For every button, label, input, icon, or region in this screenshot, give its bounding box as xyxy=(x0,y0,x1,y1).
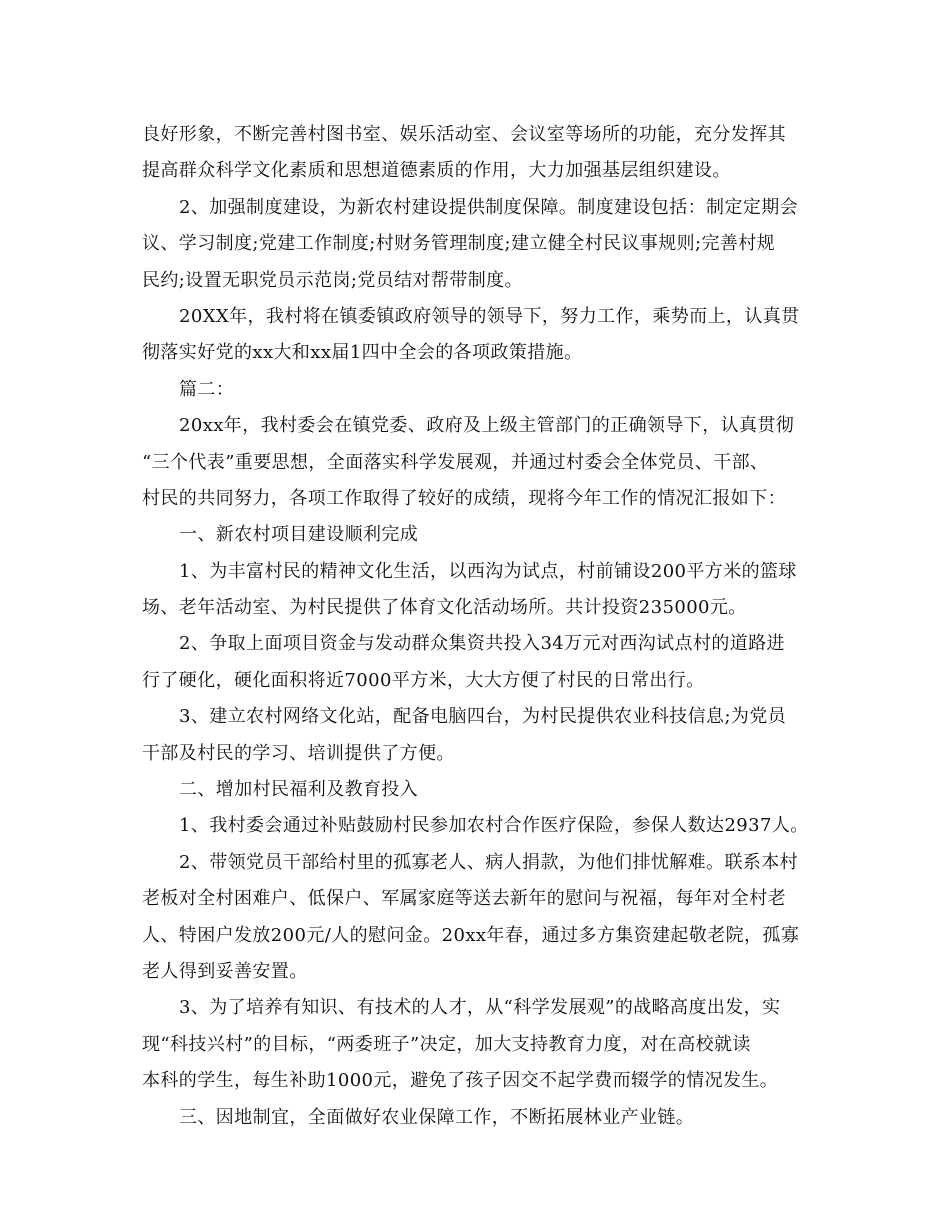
text-line: 场、老年活动室、为村民提供了体育文化活动场所。共计投资235000元。 xyxy=(142,597,747,619)
text-line: 二、增加村民福利及教育投入 xyxy=(179,779,419,801)
text-line: 一、新农村项目建设顺利完成 xyxy=(179,524,419,546)
text-line: 提高群众科学文化素质和思想道德素质的作用，大力加强基层组织建设。 xyxy=(142,160,731,182)
text-line: 议、学习制度;党建工作制度;村财务管理制度;建立健全村民议事规则;完善村规 xyxy=(142,233,776,255)
text-line: 1、我村委会通过补贴鼓励村民参加农村合作医疗保险，参保人数达2937人。 xyxy=(179,815,809,837)
text-line: 村民的共同努力，各项工作取得了较好的成绩，现将今年工作的情况汇报如下： xyxy=(142,487,786,509)
text-line: 良好形象，不断完善村图书室、娱乐活动室、会议室等场所的功能，充分发挥其 xyxy=(142,124,786,145)
text-line: 3、为了培养有知识、有技术的人才，从“科学发展观”的战略高度出发，实 xyxy=(179,997,781,1019)
text-line: 2、争取上面项目资金与发动群众集资共投入34万元对西沟试点村的道路进 xyxy=(179,633,785,655)
text-line: 老板对全村困难户、低保户、军属家庭等送去新年的慰问与祝福，每年对全村老 xyxy=(142,888,786,910)
text-line: 行了硬化，硬化面积将近7000平方米，大大方便了村民的日常出行。 xyxy=(142,669,705,691)
text-line: 篇二： xyxy=(179,378,235,400)
text-line: 2、加强制度建设，为新农村建设提供制度保障。制度建设包括：制定定期会 xyxy=(179,196,799,218)
text-line: “三个代表”重要思想，全面落实科学发展观，并通过村委会全体党员、干部、 xyxy=(142,451,769,473)
text-line: 20xx年，我村委会在镇党委、政府及上级主管部门的正确领导下，认真贯彻 xyxy=(179,415,795,437)
text-line: 三、因地制宜，全面做好农业保障工作，不断拓展林业产业链。 xyxy=(179,1106,695,1128)
text-line: 1、为丰富村民的精神文化生活，以西沟为试点，村前铺设200平方米的篮球 xyxy=(179,560,797,582)
text-line: 人、特困户发放200元/人的慰问金。20xx年春，通过多方集资建起敬老院，孤寡 xyxy=(142,924,800,946)
text-line: 本科的学生，每生补助1000元，避免了孩子因交不起学费而辍学的情况发生。 xyxy=(142,1070,779,1092)
text-line: 老人得到妥善安置。 xyxy=(142,960,308,982)
text-line: 干部及村民的学习、培训提供了方便。 xyxy=(142,742,455,764)
text-line: 现“科技兴村”的目标，“两委班子”决定，加大支持教育力度，对在高校就读 xyxy=(142,1033,751,1055)
text-line: 民约;设置无职党员示范岗;党员结对帮带制度。 xyxy=(142,269,523,291)
document-body xyxy=(142,117,808,1136)
text-line: 彻落实好党的xx大和xx届1四中全会的各项政策措施。 xyxy=(142,342,583,364)
text-line: 2、带领党员干部给村里的孤寡老人、病人捐款，为他们排忧解难。联系本村 xyxy=(179,851,799,873)
text-line: 20XX年，我村将在镇委镇政府领导的领导下，努力工作，乘势而上，认真贯 xyxy=(179,305,800,327)
text-line: 3、建立农村网络文化站，配备电脑四台，为村民提供农业科技信息;为党员 xyxy=(179,706,787,728)
